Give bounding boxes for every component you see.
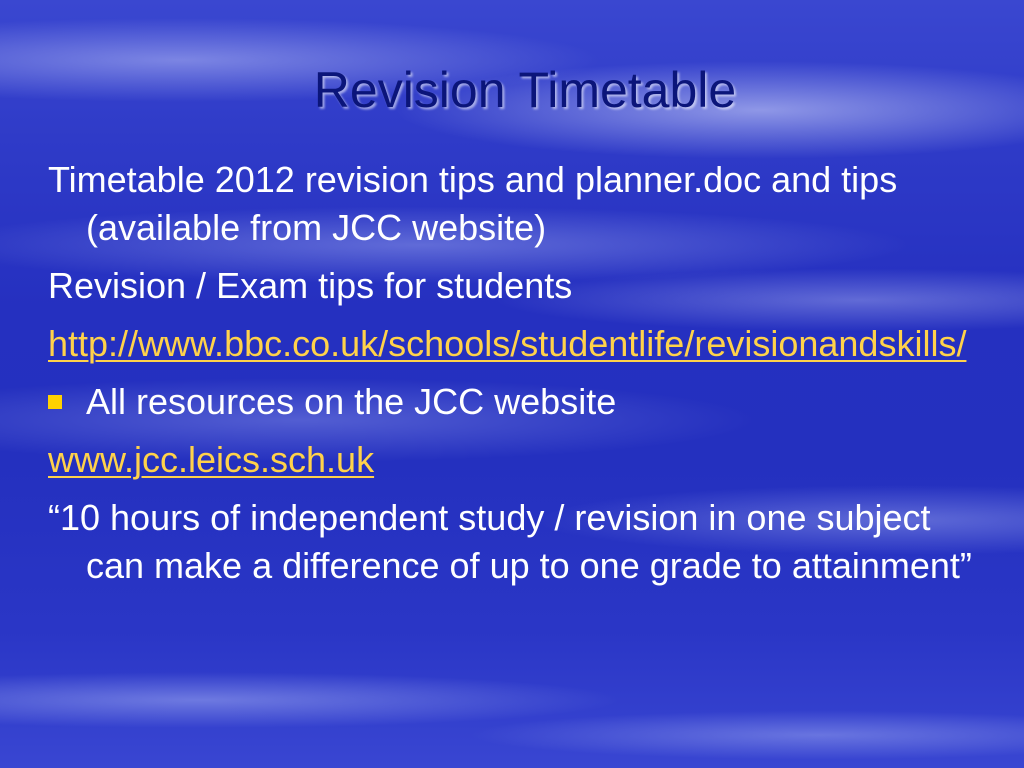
exam-tips-text: Revision / Exam tips for students bbox=[48, 265, 573, 306]
jcc-website-link[interactable]: www.jcc.leics.sch.uk bbox=[48, 439, 375, 480]
timetable-planner-text: Timetable 2012 revision tips and planner.doc and tips (available from JCC website) bbox=[48, 159, 898, 248]
slide-title: Revision Timetable bbox=[313, 62, 737, 118]
jcc-link-paragraph bbox=[48, 436, 988, 484]
square-bullet-icon bbox=[48, 395, 62, 409]
bbc-revision-link[interactable]: http://www.bbc.co.uk/schools/studentlife/revisionandskills/ bbox=[48, 323, 967, 364]
slide-body bbox=[48, 156, 988, 600]
independent-study-quote: “10 hours of independent study / revision in one subject can make a difference of up to one grade to attainment” bbox=[48, 497, 972, 586]
resources-bullet-text: All resources on the JCC website bbox=[86, 381, 617, 422]
bbc-link-paragraph bbox=[48, 320, 988, 368]
resources-bullet-item bbox=[48, 378, 988, 426]
